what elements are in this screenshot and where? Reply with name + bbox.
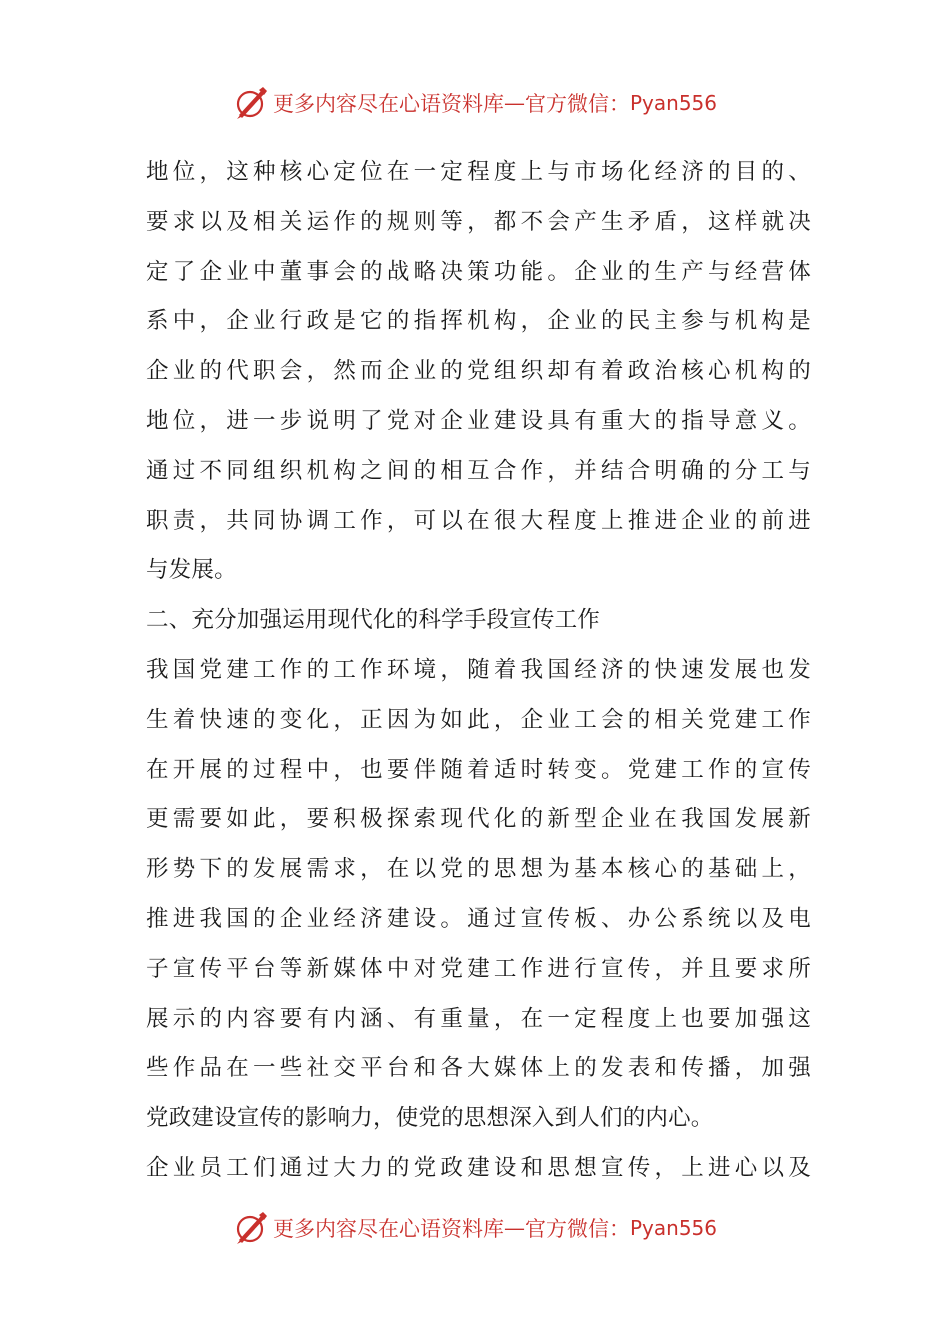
body-line: 子宣传平台等新媒体中对党建工作进行宣传，并且要求所 [146,955,811,982]
document-body [146,148,811,1194]
body-line: 通过不同组织机构之间的相互合作，并结合明确的分工与 [146,457,811,484]
footer-wechat-id: Pyan556 [629,1216,717,1240]
header-separator: — [503,91,525,115]
body-line: 企业的代职会，然而企业的党组织却有着政治核心机构的 [146,358,811,385]
pen-logo-icon [233,85,269,121]
body-line: 地位，这种核心定位在一定程度上与市场化经济的目的、 [146,159,811,185]
footer-wechat-label: 官方微信： [524,1217,630,1241]
section-heading: 二、充分加强运用现代化的科学手段宣传工作 [146,607,601,634]
body-line: 更需要如此，要积极探索现代化的新型企业在我国发展新 [146,806,811,833]
body-line: 职责，共同协调工作，可以在很大程度上推进企业的前进 [146,507,811,534]
body-line: 要求以及相关运作的规则等，都不会产生矛盾，这样就决 [146,208,811,235]
body-line: 些作品在一些社交平台和各大媒体上的发表和传播，加强 [146,1055,811,1082]
body-line: 定了企业中董事会的战略决策功能。企业的生产与经营体 [146,258,811,285]
body-line: 我国党建工作的工作环境，随着我国经济的快速发展也发 [146,656,811,683]
footer-banner [0,1208,950,1248]
body-line: 企业员工们通过大力的党政建设和思想宣传，上进心以及 [146,1154,811,1181]
body-line: 地位，进一步说明了党对企业建设具有重大的指导意义。 [146,407,811,434]
body-line: 与发展。 [146,557,237,584]
body-line: 在开展的过程中，也要伴随着适时转变。党建工作的宣传 [146,756,811,783]
body-line: 生着快速的变化，正因为如此，企业工会的相关党建工作 [146,706,811,733]
footer-separator: — [503,1216,525,1240]
footer-site-text: 更多内容尽在心语资料库 [272,1217,504,1241]
header-site-text: 更多内容尽在心语资料库 [272,92,504,116]
body-line: 系中，企业行政是它的指挥机构，企业的民主参与机构是 [146,308,811,335]
body-line: 展示的内容要有内涵、有重量，在一定程度上也要加强这 [146,1005,811,1032]
header-wechat-label: 官方微信： [524,92,630,116]
header-wechat-id: Pyan556 [629,91,717,115]
header-banner [0,83,950,123]
body-line: 党政建设宣传的影响力，使党的思想深入到人们的内心。 [146,1105,714,1132]
body-line: 推进我国的企业经济建设。通过宣传板、办公系统以及电 [146,905,811,932]
pen-logo-icon [233,1210,269,1246]
body-line: 形势下的发展需求，在以党的思想为基本核心的基础上， [146,856,811,883]
